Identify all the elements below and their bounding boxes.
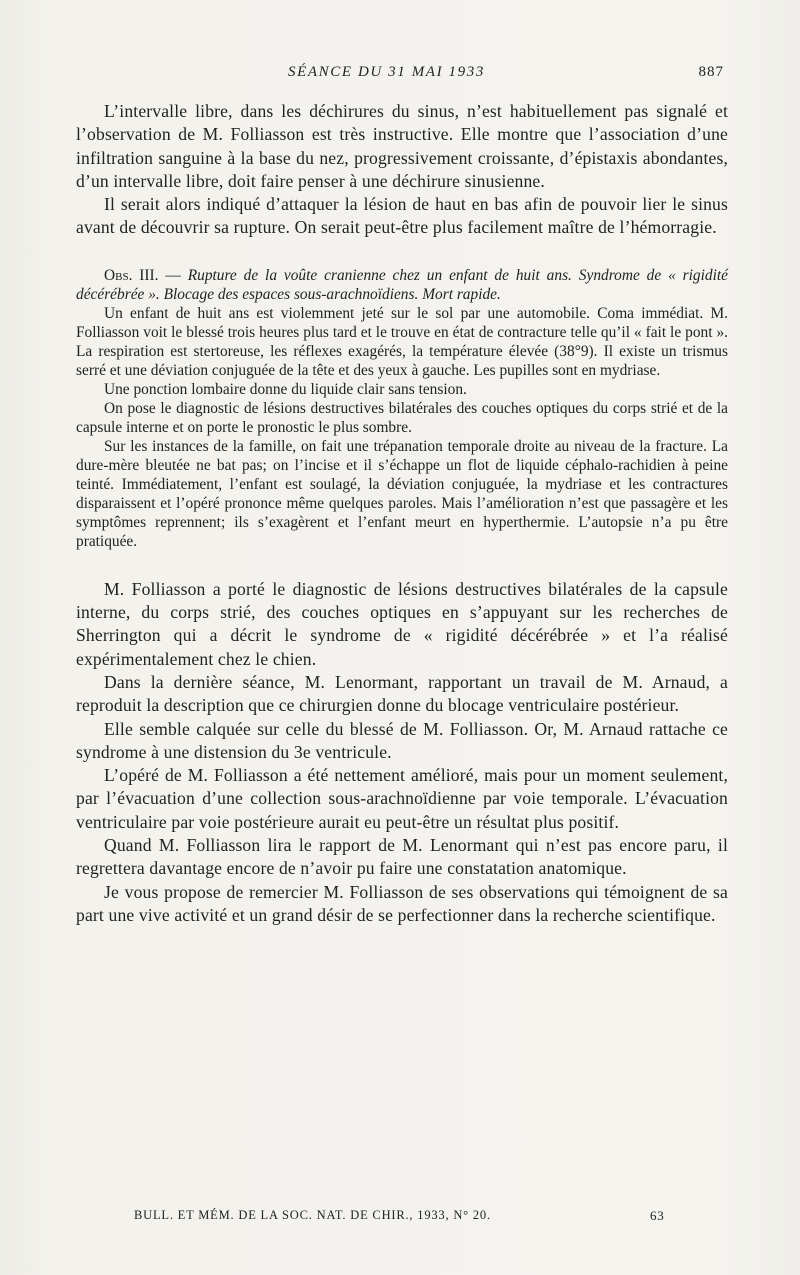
observation-paragraph: Sur les instances de la famille, on fait une trépanation temporale droite au niveau de la fracture. La dure-mère bleutée ne bat pas; on l’incise et il s’échappe un flot de liquide céphalo-rachidien à peine teinté. Immédiatement, l’enfant est soulagé, la déviation conjuguée, la mydriase et les contractures disparaissent et l’opéré prononce même quelques paroles. Mais l’amélioration n’est que passagère et les symptômes reprennent; ils s’exagèrent et l’enfant meurt en hyperthermie. L’autopsie n’a pu être pratiquée. [76,437,728,550]
journal-citation: BULL. ET MÉM. DE LA SOC. NAT. DE CHIR., 1933, N° 20. [134,1208,491,1222]
paragraph: Je vous propose de remercier M. Folliasson de ses observations qui témoignent de sa part une vive activité et un grand désir de se perfectionner dans la recherche scientifique. [76,881,728,925]
observation-paragraph: Une ponction lombaire donne du liquide clair sans tension. [104,380,467,398]
paragraph: Elle semble calquée sur celle du blessé de M. Folliasson. Or, M. Arnaud rattache ce syndrome à une distension du 3e ventricule. [76,718,728,762]
observation-dash: — [158,266,188,284]
observation-paragraph: Un enfant de huit ans est violemment jeté sur le sol par une automobile. Coma immédiat. M. Folliasson voit le blessé trois heures plus tard et le trouve en état de contracture telle qu’il « fait le pont ». La respiration est stertoreuse, les réflexes exagérés, la température élevée (38°9). Il existe un trismus serré et une déviation conjuguée de la tête et des yeux à gauche. Les pupilles sont en mydriase. [76,304,728,379]
page-body [76,100,728,927]
observation-title: Rupture de la voûte cranienne chez un enfant de huit ans. Syndrome de « rigidité décérébrée ». Blocage des espaces sous-arachnoïdiens. Mort rapide. [76,266,728,303]
paragraph: L’intervalle libre, dans les déchirures du sinus, n’est habituellement pas signalé et l’observation de M. Folliasson est très instructive. Elle montre que l’association d’une infiltration sanguine à la base du nez, progressivement croissante, d’épistaxis abondantes, d’un intervalle libre, doit faire penser à une déchirure sinusienne. [76,101,728,191]
paragraph: Il serait alors indiqué d’attaquer la lésion de haut en bas afin de pouvoir lier le sinus avant de découvrir sa rupture. On serait peut-être plus facilement maître de l’hémorragie. [76,194,728,238]
observation-block [76,266,728,551]
running-title: SÉANCE DU 31 MAI 1933 [288,64,485,80]
paragraph: Quand M. Folliasson lira le rapport de M. Lenormant qui n’est pas encore paru, il regrettera davantage encore de n’avoir pu faire une constatation anatomique. [76,835,728,879]
observation-paragraph: On pose le diagnostic de lésions destructives bilatérales des couches optiques du corps strié et de la capsule interne et on porte le pronostic le plus sombre. [76,399,728,436]
intro-section [76,100,728,240]
paragraph: L’opéré de M. Folliasson a été nettement amélioré, mais pour un moment seulement, par l’évacuation d’une collection sous-arachnoïdienne par voie temporale. L’évacuation ventriculaire par voie postérieure aurait eu peut-être un résultat plus positif. [76,765,728,832]
paragraph: Dans la dernière séance, M. Lenormant, rapportant un travail de M. Arnaud, a reproduit la description que ce chirurgien donne du blocage ventriculaire postérieur. [76,671,728,716]
discussion-section [76,578,728,927]
page-number: 887 [698,64,724,80]
observation-label: Obs. III. [104,266,159,284]
running-header [0,64,800,86]
paragraph: M. Folliasson a porté le diagnostic de lésions destructives bilatérales de la capsule interne, du corps strié, des couches optiques en s’appuyant sur les recherches de Sherrington qui a décrit le syndrome de « rigidité décérébrée » et l’a réalisé expérimentalement chez le chien. [76,578,728,669]
signature-mark: 63 [650,1208,665,1223]
observation-heading [76,266,728,304]
page-footer [0,1208,800,1228]
